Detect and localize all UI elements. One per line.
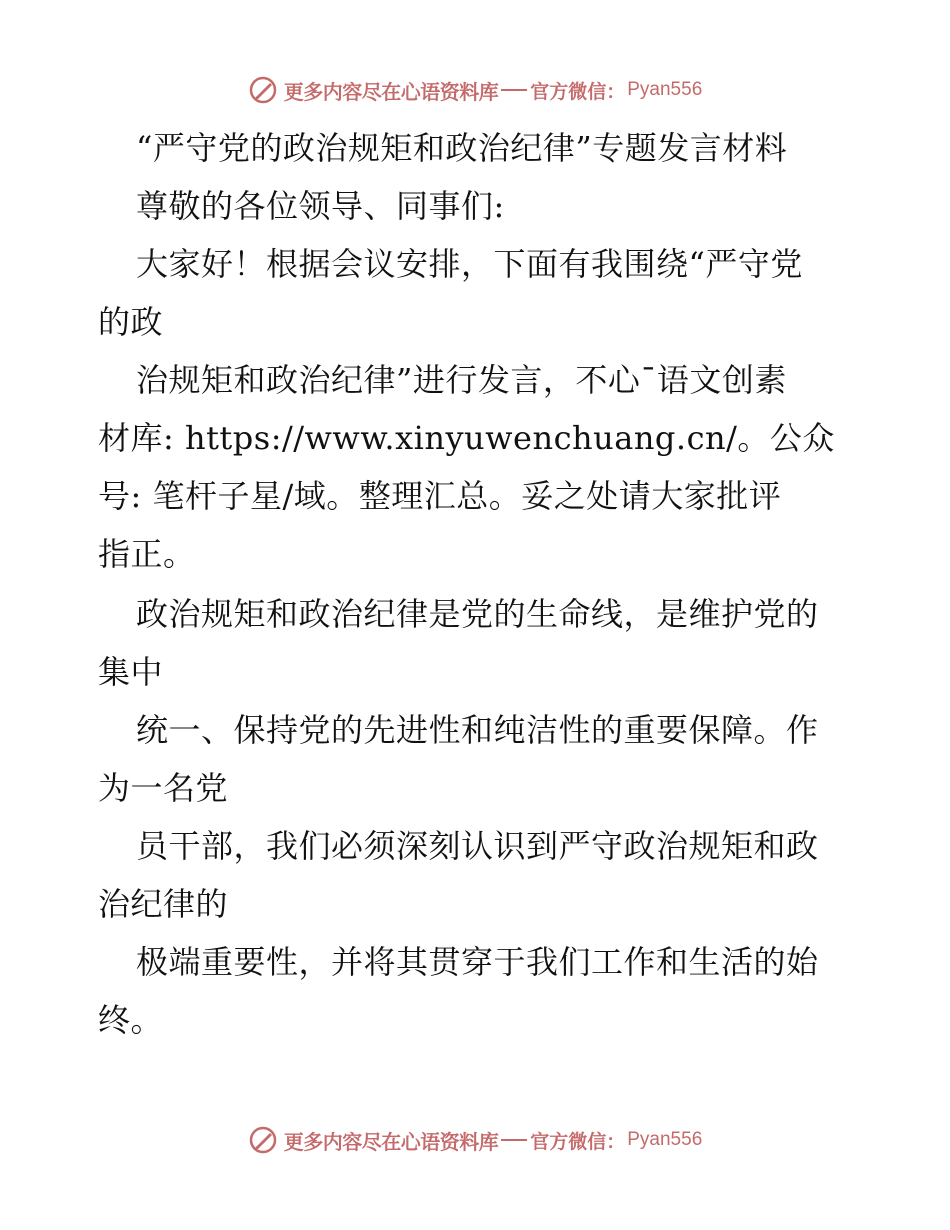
header-banner-dash — [501, 89, 527, 91]
quill-pen-logo-icon — [248, 75, 278, 105]
document-line: 集中 — [98, 653, 164, 691]
document-line: 的政 — [98, 303, 164, 341]
footer-wechat-id: Pyan556 — [627, 1129, 703, 1150]
document-line: 治规矩和政治纪律”进行发言，不心¯语文创素 — [136, 361, 787, 399]
footer-banner — [0, 1122, 950, 1158]
document-line: 指正。 — [98, 535, 196, 573]
quill-pen-logo-icon — [248, 1125, 278, 1155]
document-title: “严守党的政治规矩和政治纪律”专题发言材料 — [136, 129, 788, 167]
header-banner — [0, 72, 950, 108]
header-wechat-label: 官方微信： — [530, 80, 626, 103]
document-line: 政治规矩和政治纪律是党的生命线，是维护党的 — [136, 595, 819, 633]
header-banner-text: 更多内容尽在心语资料库 — [283, 79, 499, 104]
document-line: 大家好！根据会议安排，下面有我围绕“严守党 — [136, 245, 803, 283]
document-line: 员干部，我们必须深刻认识到严守政治规矩和政 — [136, 827, 819, 865]
document-line: 尊敬的各位领导、同事们: — [136, 187, 505, 225]
footer-banner-text: 更多内容尽在心语资料库 — [283, 1129, 499, 1154]
document-line: 终。 — [98, 1001, 164, 1039]
document-line: 号: 笔杆子星/域。整理汇总。妥之处请大家批评 — [98, 477, 782, 515]
document-line: 为一名党 — [98, 769, 229, 807]
document-line: 治纪律的 — [98, 885, 229, 923]
footer-banner-dash — [501, 1139, 527, 1141]
footer-wechat-label: 官方微信： — [530, 1130, 626, 1153]
document-line: 材库: https://www.xinyuwenchuang.cn/。公众 — [98, 419, 835, 457]
header-wechat-id: Pyan556 — [627, 79, 703, 100]
document-line: 极端重要性，并将其贯穿于我们工作和生活的始 — [136, 943, 819, 981]
document-line: 统一、保持党的先进性和纯洁性的重要保障。作 — [136, 711, 819, 749]
